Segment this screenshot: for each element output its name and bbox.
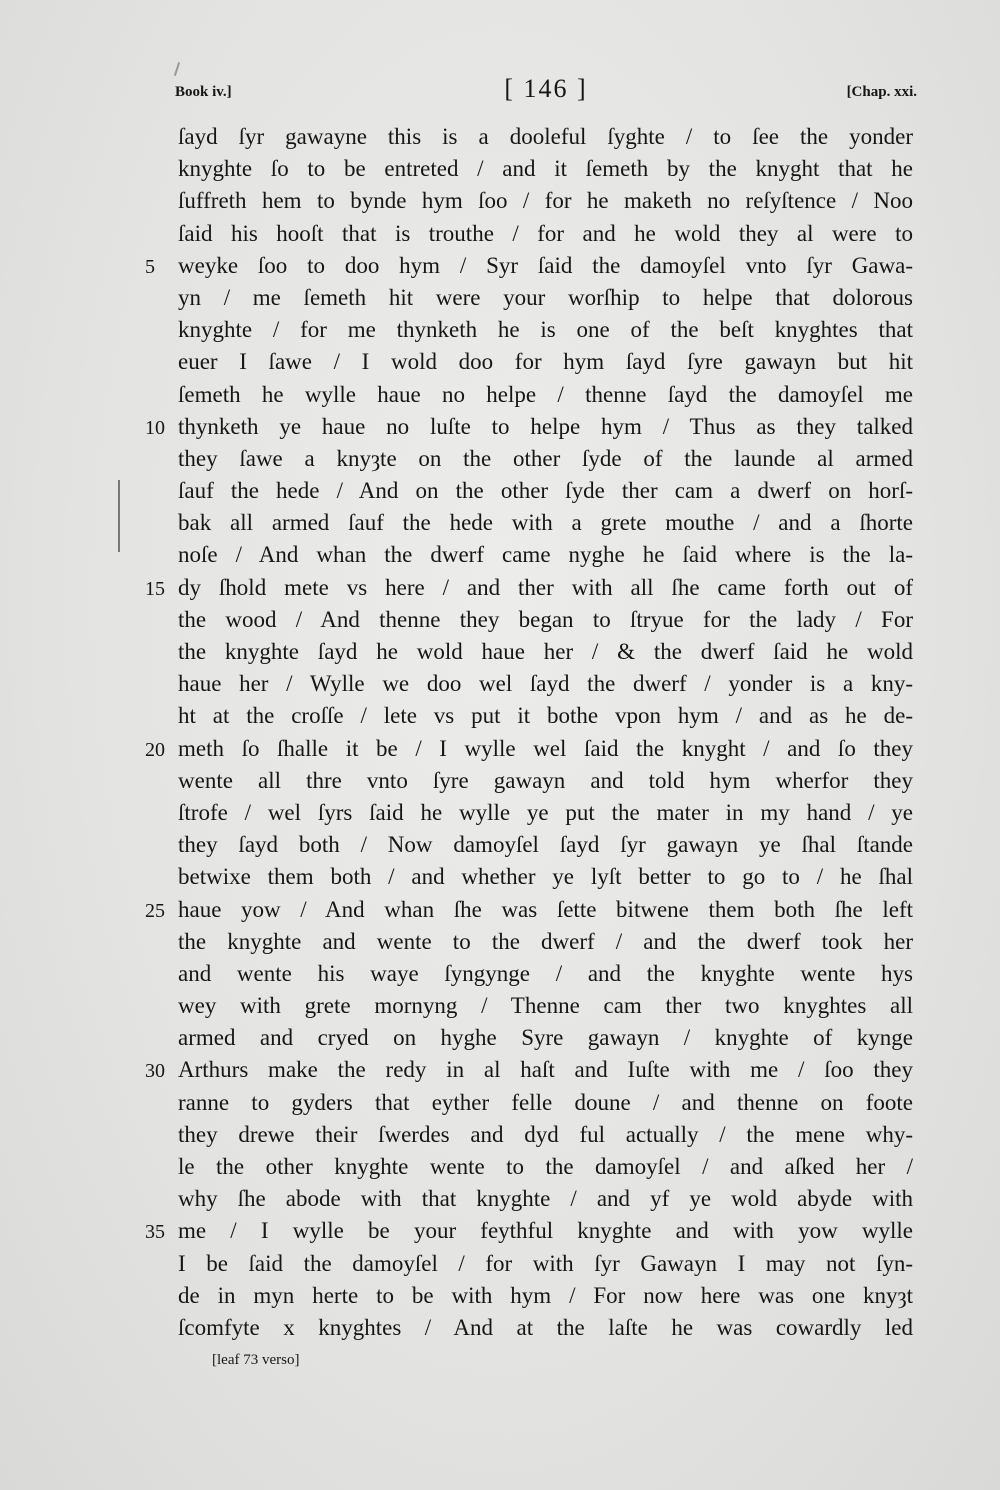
margin-sideline-mark [118,480,120,552]
line-text: dy ſhold mete vs here / and ther with all ſhe came forth out of [178,574,913,600]
line-number: 30 [145,1060,165,1083]
line-text: Arthurs make the redy in al haſt and Iuſte with me / ſoo they [178,1057,913,1083]
text-line [178,1312,913,1344]
line-text: I be ſaid the damoyſel / for with ſyr Gawayn I may not ſyn- [178,1250,913,1276]
text-line [178,218,913,250]
line-text: haue her / Wylle we doo wel ſayd the dwerf / yonder is a kny- [178,671,913,697]
text-line [178,1248,913,1280]
text-line [178,185,913,217]
line-text: ſtrofe / wel ſyrs ſaid he wylle ye put the mater in my hand / ye [178,799,913,825]
text-line [178,958,913,990]
line-text: armed and cryed on hyghe Syre gawayn / knyghte of kynge [178,1025,913,1051]
line-number: 35 [145,1221,165,1244]
text-line [178,507,913,539]
text-line [145,1054,913,1086]
line-text: and wente his waye ſyngynge / and the knyghte wente hys [178,960,913,986]
line-text: le the other knyghte wente to the damoyſel / and aſked her / [178,1154,913,1179]
line-text: they drewe their ſwerdes and dyd ful actually / the mene why- [178,1121,913,1147]
line-text: ſayd ſyr gawayne this is a dooleful ſyghte / to ſee the yonder [178,124,913,149]
text-line [178,1119,913,1151]
line-number: 15 [145,577,165,600]
line-number: 20 [145,738,165,761]
leaf-note: [leaf 73 verso] [212,1352,300,1368]
line-text: thynketh ye haue no luſte to helpe hym / Thus as they talked [178,413,913,439]
text-line [178,990,913,1022]
line-text: ſauf the hede / And on the other ſyde ther cam a dwerf on horſ- [178,478,913,504]
line-text: weyke ſoo to doo hym / Syr ſaid the damoyſel vnto ſyr Gawa- [178,252,913,278]
text-line [178,346,913,378]
text-line [178,636,913,668]
line-number: 5 [145,255,155,278]
text-line [178,153,913,185]
line-text: they ſayd both / Now damoyſel ſayd ſyr gawayn ye ſhal ſtande [178,832,913,858]
line-text: they ſawe a knyȝte on the other ſyde of the launde al armed [178,445,913,471]
text-line [178,282,913,314]
text-line [178,604,913,636]
line-number: 10 [145,416,165,439]
line-text: the knyghte and wente to the dwerf / and the dwerf took her [178,928,913,954]
text-line [178,314,913,346]
text-line [178,1151,913,1183]
text-line [178,443,913,475]
text-line [178,829,913,861]
text-line [178,1022,913,1054]
body-text [145,121,913,1344]
line-text: haue yow / And whan ſhe was ſette bitwene them both ſhe left [178,896,913,922]
text-line [145,733,913,765]
line-text: me / I wylle be your feythful knyghte and with yow wylle [178,1218,913,1244]
line-text: noſe / And whan the dwerf came nyghe he ſaid where is the la- [178,542,913,568]
header-book-label: Book iv.] [175,84,232,100]
line-text: meth ſo ſhalle it be / I wylle wel ſaid the knyght / and ſo they [178,735,913,761]
text-line [178,1280,913,1312]
line-text: ſaid his hooſt that is trouthe / for and he wold they al were to [178,220,913,246]
text-line [145,572,913,604]
text-line [145,250,913,282]
text-line [178,475,913,507]
line-text: the wood / And thenne they began to ſtryue for the lady / For [178,606,913,632]
text-line [145,894,913,926]
text-line [145,1215,913,1247]
line-text: betwixe them both / and whether ye lyſt better to go to / he ſhal [178,864,913,890]
line-text: de in myn herte to be with hym / For now here was one knyȝt [178,1282,913,1308]
text-line [178,1087,913,1119]
text-line [178,926,913,958]
text-line [178,379,913,411]
text-line [178,1183,913,1215]
line-text: yn / me ſemeth hit were your worſhip to helpe that dolorous [178,284,913,310]
line-text: ſcomfyte x knyghtes / And at the laſte he was cowardly led [178,1314,913,1340]
line-text: why ſhe abode with that knyghte / and yf ye wold abyde with [178,1186,913,1212]
line-text: ſuffreth hem to bynde hym ſoo / for he maketh no reſyſtence / Noo [178,188,913,214]
line-text: ranne to gyders that eyther felle doune / and thenne on foote [178,1089,913,1115]
line-text: bak all armed ſauf the hede with a grete mouthe / and a ſhorte [178,510,913,536]
line-text: euer I ſawe / I wold doo for hym ſayd ſyre gawayn but hit [178,349,913,375]
text-line [178,700,913,732]
text-line [178,539,913,571]
text-line [178,765,913,797]
text-line [178,797,913,829]
text-line [178,121,913,153]
text-line [178,861,913,893]
text-line [145,411,913,443]
line-text: the knyghte ſayd he wold haue her / & the dwerf ſaid he wold [178,639,913,664]
line-text: ht at the croſſe / lete vs put it bothe vpon hym / and as he de- [178,703,913,729]
line-text: knyghte / for me thynketh he is one of the beſt knyghtes that [178,317,913,343]
page-number: [ 146 ] [504,74,588,103]
line-text: ſemeth he wylle haue no helpe / thenne ſayd the damoyſel me [178,381,913,407]
line-text: wente all thre vnto ſyre gawayn and told hym wherfor they [178,767,913,793]
line-text: knyghte ſo to be entreted / and it ſemeth by the knyght that he [178,156,913,182]
line-number: 25 [145,899,165,922]
running-header [175,74,917,112]
line-text: wey with grete mornyng / Thenne cam ther two knyghtes all [178,993,913,1019]
text-line [178,668,913,700]
header-chapter-label: [Chap. xxi. [846,84,917,100]
